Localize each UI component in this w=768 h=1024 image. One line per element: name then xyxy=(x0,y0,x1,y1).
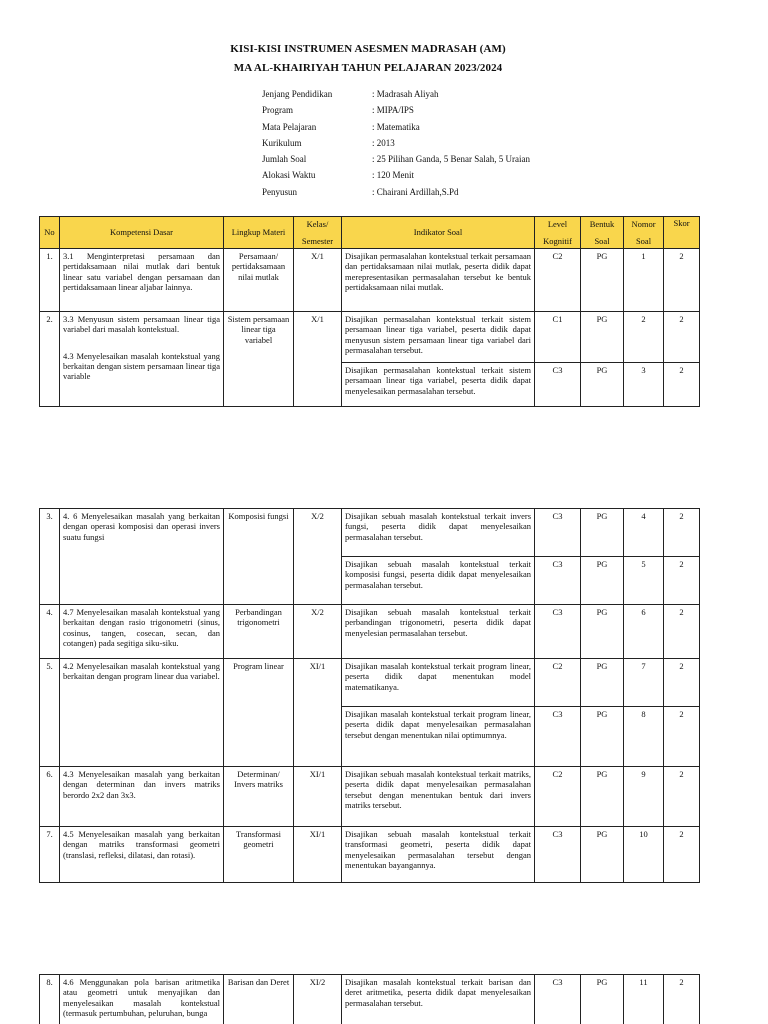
row-kelas: X/1 xyxy=(294,249,342,312)
header-kelas: Kelas/ xyxy=(306,219,329,230)
header-indikator-soal: Indikator Soal xyxy=(342,217,535,249)
header-semester: Semester xyxy=(301,235,334,246)
row-skor: 2 xyxy=(664,707,700,767)
meta-row xyxy=(262,138,530,154)
row-indikator: Disajikan masalah kontekstual terkait program linear, peserta didik dapat menyelesaikan permasalahan tersebut dengan menentukan nilai optimumnya. xyxy=(342,707,535,767)
row-skor: 2 xyxy=(664,659,700,707)
row-skor: 2 xyxy=(664,557,700,605)
row-bentuk: PG xyxy=(581,312,624,363)
row-lingkup-materi: Persamaan/ pertidaksamaan nilai mutlak xyxy=(224,249,294,312)
table-header-row xyxy=(40,217,700,249)
kd-item: 3.3 Menyusun sistem persamaan linear tiga variabel dari masalah kontekstual. xyxy=(63,314,220,335)
row-kompetensi-dasar: 4.2 Menyelesaikan masalah kontekstual yang berkaitan dengan program linear dua variabel. xyxy=(60,659,224,767)
table-row xyxy=(40,975,700,1024)
row-bentuk: PG xyxy=(581,827,624,883)
row-nomor: 11 xyxy=(624,975,664,1024)
meta-row xyxy=(262,154,530,170)
row-nomor: 9 xyxy=(624,767,664,827)
header-nomor: Nomor xyxy=(631,219,656,230)
meta-row xyxy=(262,89,530,105)
table-row xyxy=(40,605,700,659)
row-lingkup-materi: Determinan/ Invers matriks xyxy=(224,767,294,827)
row-nomor: 8 xyxy=(624,707,664,767)
row-kompetensi-dasar: 4.6 Menggunakan pola barisan aritmetika atau geometri untuk menyajikan dan menyelesaikan masalah kontekstual (termasuk pertumbuhan, peluruhan, bunga xyxy=(60,975,224,1024)
document-title-line1: KISI-KISI INSTRUMEN ASESMEN MADRASAH (AM) xyxy=(230,43,506,55)
row-indikator: Disajikan permasalahan kontekstual terkait sistem persamaan linear tiga variabel, peserta didik dapat menyusun sistem persamaan linear tiga variabel dari permasalahan tersebut. xyxy=(342,312,535,363)
meta-label: Jumlah Soal xyxy=(262,154,307,165)
table-row xyxy=(40,509,700,557)
table-row xyxy=(40,249,700,312)
row-indikator: Disajikan masalah kontekstual terkait barisan dan deret aritmetika, peserta didik dapat menyelesaikan permasalahan tersebut. xyxy=(342,975,535,1024)
row-nomor: 10 xyxy=(624,827,664,883)
kisi-kisi-table-part3 xyxy=(39,974,700,1024)
row-nomor: 7 xyxy=(624,659,664,707)
row-indikator: Disajikan sebuah masalah kontekstual terkait matriks, peserta didik dapat menyelesaikan permasalahan tersebut dengan menentukan bentuk dari invers matriks tersebut. xyxy=(342,767,535,827)
meta-value: : Madrasah Aliyah xyxy=(372,89,439,99)
row-kompetensi-dasar: 3.1 Menginterpretasi persamaan dan pertidaksamaan nilai mutlak dari bentuk linear satu variabel dengan persamaan dan pertidaksamaan linear aljabar lainnya. xyxy=(60,249,224,312)
row-skor: 2 xyxy=(664,767,700,827)
row-no: 8. xyxy=(40,975,60,1024)
row-indikator: Disajikan sebuah masalah kontekstual terkait invers fungsi, peserta didik dapat menyelesaikan permasalahan tersebut. xyxy=(342,509,535,557)
row-bentuk: PG xyxy=(581,605,624,659)
row-bentuk: PG xyxy=(581,707,624,767)
meta-value: : Chairani Ardillah,S.Pd xyxy=(372,186,459,197)
meta-label: Alokasi Waktu xyxy=(262,170,316,181)
header-nomor-sub: Soal xyxy=(635,235,652,246)
row-bentuk: PG xyxy=(581,249,624,312)
row-nomor: 3 xyxy=(624,363,664,407)
row-skor: 2 xyxy=(664,363,700,407)
row-level: C3 xyxy=(535,707,581,767)
row-bentuk: PG xyxy=(581,557,624,605)
header-level: Level xyxy=(547,219,568,230)
row-kelas: X/1 xyxy=(294,312,342,407)
meta-row xyxy=(262,105,530,121)
row-bentuk: PG xyxy=(581,509,624,557)
header-lingkup-materi: Lingkup Materi xyxy=(224,217,294,249)
meta-label: Kurikulum xyxy=(262,137,302,148)
row-kelas: XI/2 xyxy=(294,975,342,1024)
header-bentuk-sub: Soal xyxy=(594,235,610,246)
document-meta xyxy=(262,89,530,203)
header-skor: Skor xyxy=(664,217,700,249)
row-no: 2. xyxy=(40,312,60,407)
meta-label: Program xyxy=(262,105,293,116)
row-no: 7. xyxy=(40,827,60,883)
meta-value: : 120 Menit xyxy=(372,170,414,181)
row-indikator: Disajikan sebuah masalah kontekstual terkait transformasi geometri, peserta didik dapat menyelesaikan permasalahan tersebut dengan menentukan bayangannya. xyxy=(342,827,535,883)
table-row xyxy=(40,767,700,827)
row-lingkup-materi: Program linear xyxy=(224,659,294,767)
header-no: No xyxy=(40,217,60,249)
meta-label: Penyusun xyxy=(262,186,298,197)
row-nomor: 4 xyxy=(624,509,664,557)
row-nomor: 1 xyxy=(624,249,664,312)
header-bentuk: Bentuk xyxy=(589,219,615,230)
row-kelas: X/2 xyxy=(294,605,342,659)
row-kompetensi-dasar: 4.3 Menyelesaikan masalah yang berkaitan dengan determinan dan invers matriks berordo 2x2 dan 3x3. xyxy=(60,767,224,827)
row-bentuk: PG xyxy=(581,767,624,827)
row-level: C2 xyxy=(535,659,581,707)
row-level: C2 xyxy=(535,249,581,312)
row-skor: 2 xyxy=(664,249,700,312)
meta-label: Jenjang Pendidikan xyxy=(262,89,333,99)
row-nomor: 6 xyxy=(624,605,664,659)
header-bentuk-soal xyxy=(581,217,624,249)
table-part3-clip xyxy=(0,974,768,1024)
row-skor: 2 xyxy=(664,312,700,363)
meta-value: : Matematika xyxy=(372,121,420,132)
row-lingkup-materi: Transformasi geometri xyxy=(224,827,294,883)
row-lingkup-materi: Barisan dan Deret xyxy=(224,975,294,1024)
row-level: C3 xyxy=(535,975,581,1024)
row-bentuk: PG xyxy=(581,975,624,1024)
row-skor: 2 xyxy=(664,605,700,659)
meta-value: : MIPA/IPS xyxy=(372,105,414,116)
meta-row xyxy=(262,170,530,186)
document-title-line2: MA AL-KHAIRIYAH TAHUN PELAJARAN 2023/2024 xyxy=(233,62,503,74)
row-lingkup-materi: Komposisi fungsi xyxy=(224,509,294,605)
row-nomor: 2 xyxy=(624,312,664,363)
row-no: 3. xyxy=(40,509,60,605)
row-bentuk: PG xyxy=(581,363,624,407)
row-lingkup-materi: Perbandingan trigonometri xyxy=(224,605,294,659)
row-indikator: Disajikan permasalahan kontekstual terkait sistem persamaan linear tiga variabel, peserta didik dapat menyelesaikan permasalahan tersebut. xyxy=(342,363,535,407)
row-nomor: 5 xyxy=(624,557,664,605)
row-level: C3 xyxy=(535,363,581,407)
row-lingkup-materi: Sistem persamaan linear tiga variabel xyxy=(224,312,294,407)
row-indikator: Disajikan sebuah masalah kontekstual terkait komposisi fungsi, peserta didik dapat menyelesaikan permasalahan tersebut. xyxy=(342,557,535,605)
row-bentuk: PG xyxy=(581,659,624,707)
row-no: 5. xyxy=(40,659,60,767)
row-skor: 2 xyxy=(664,509,700,557)
header-kelas-semester xyxy=(294,217,342,249)
table-row xyxy=(40,659,700,707)
header-nomor-soal xyxy=(624,217,664,249)
row-level: C1 xyxy=(535,312,581,363)
kisi-kisi-table-part1 xyxy=(39,216,700,407)
meta-row xyxy=(262,122,530,138)
row-no: 6. xyxy=(40,767,60,827)
row-no: 4. xyxy=(40,605,60,659)
row-kelas: X/2 xyxy=(294,509,342,605)
meta-value: : 2013 xyxy=(372,137,395,148)
meta-value: : 25 Pilihan Ganda, 5 Benar Salah, 5 Uraian xyxy=(372,154,530,165)
row-level: C3 xyxy=(535,557,581,605)
header-level-kognitif xyxy=(535,217,581,249)
row-indikator: Disajikan permasalahan kontekstual terkait persamaan dan pertidaksamaan nilai mutlak, peserta didik dapat merepresentasikan permasalahan tersebut ke bentuk pertidaksamaan nilai mutlak. xyxy=(342,249,535,312)
table-row xyxy=(40,827,700,883)
header-kompetensi-dasar: Kompetensi Dasar xyxy=(60,217,224,249)
row-level: C3 xyxy=(535,605,581,659)
header-kognitif: Kognitif xyxy=(543,235,572,246)
row-indikator: Disajikan sebuah masalah kontekstual terkait perbandingan trigonometri, peserta didik dapat menyelesian permasalahan tersebut. xyxy=(342,605,535,659)
row-kompetensi-dasar: 4.5 Menyelesaikan masalah yang berkaitan dengan matriks transformasi geometri (translasi, refleksi, dilatasi, dan rotasi). xyxy=(60,827,224,883)
row-skor: 2 xyxy=(664,975,700,1024)
row-level: C3 xyxy=(535,509,581,557)
row-no: 1. xyxy=(40,249,60,312)
kisi-kisi-table-part2 xyxy=(39,508,700,883)
row-kelas: XI/1 xyxy=(294,659,342,767)
row-kelas: XI/1 xyxy=(294,827,342,883)
kd-item: 4.3 Menyelesaikan masalah kontekstual yang berkaitan dengan sistem persamaan linear tiga variable xyxy=(63,350,220,382)
row-kelas: XI/1 xyxy=(294,767,342,827)
row-level: C2 xyxy=(535,767,581,827)
row-level: C3 xyxy=(535,827,581,883)
meta-row xyxy=(262,187,530,203)
row-kompetensi-dasar: 4.7 Menyelesaikan masalah kontekstual yang berkaitan dengan rasio trigonometri (sinus, cosinus, tangen, cosecan, secan, dan cotangen) pada segitiga siku-siku. xyxy=(60,605,224,659)
row-skor: 2 xyxy=(664,827,700,883)
row-kompetensi-dasar xyxy=(60,312,224,407)
meta-label: Mata Pelajaran xyxy=(262,121,317,132)
row-kompetensi-dasar: 4. 6 Menyelesaikan masalah yang berkaitan dengan operasi komposisi dan operasi invers suatu fungsi xyxy=(60,509,224,605)
table-row xyxy=(40,312,700,363)
row-indikator: Disajikan masalah kontekstual terkait program linear, peserta didik dapat menentukan model matematikanya. xyxy=(342,659,535,707)
